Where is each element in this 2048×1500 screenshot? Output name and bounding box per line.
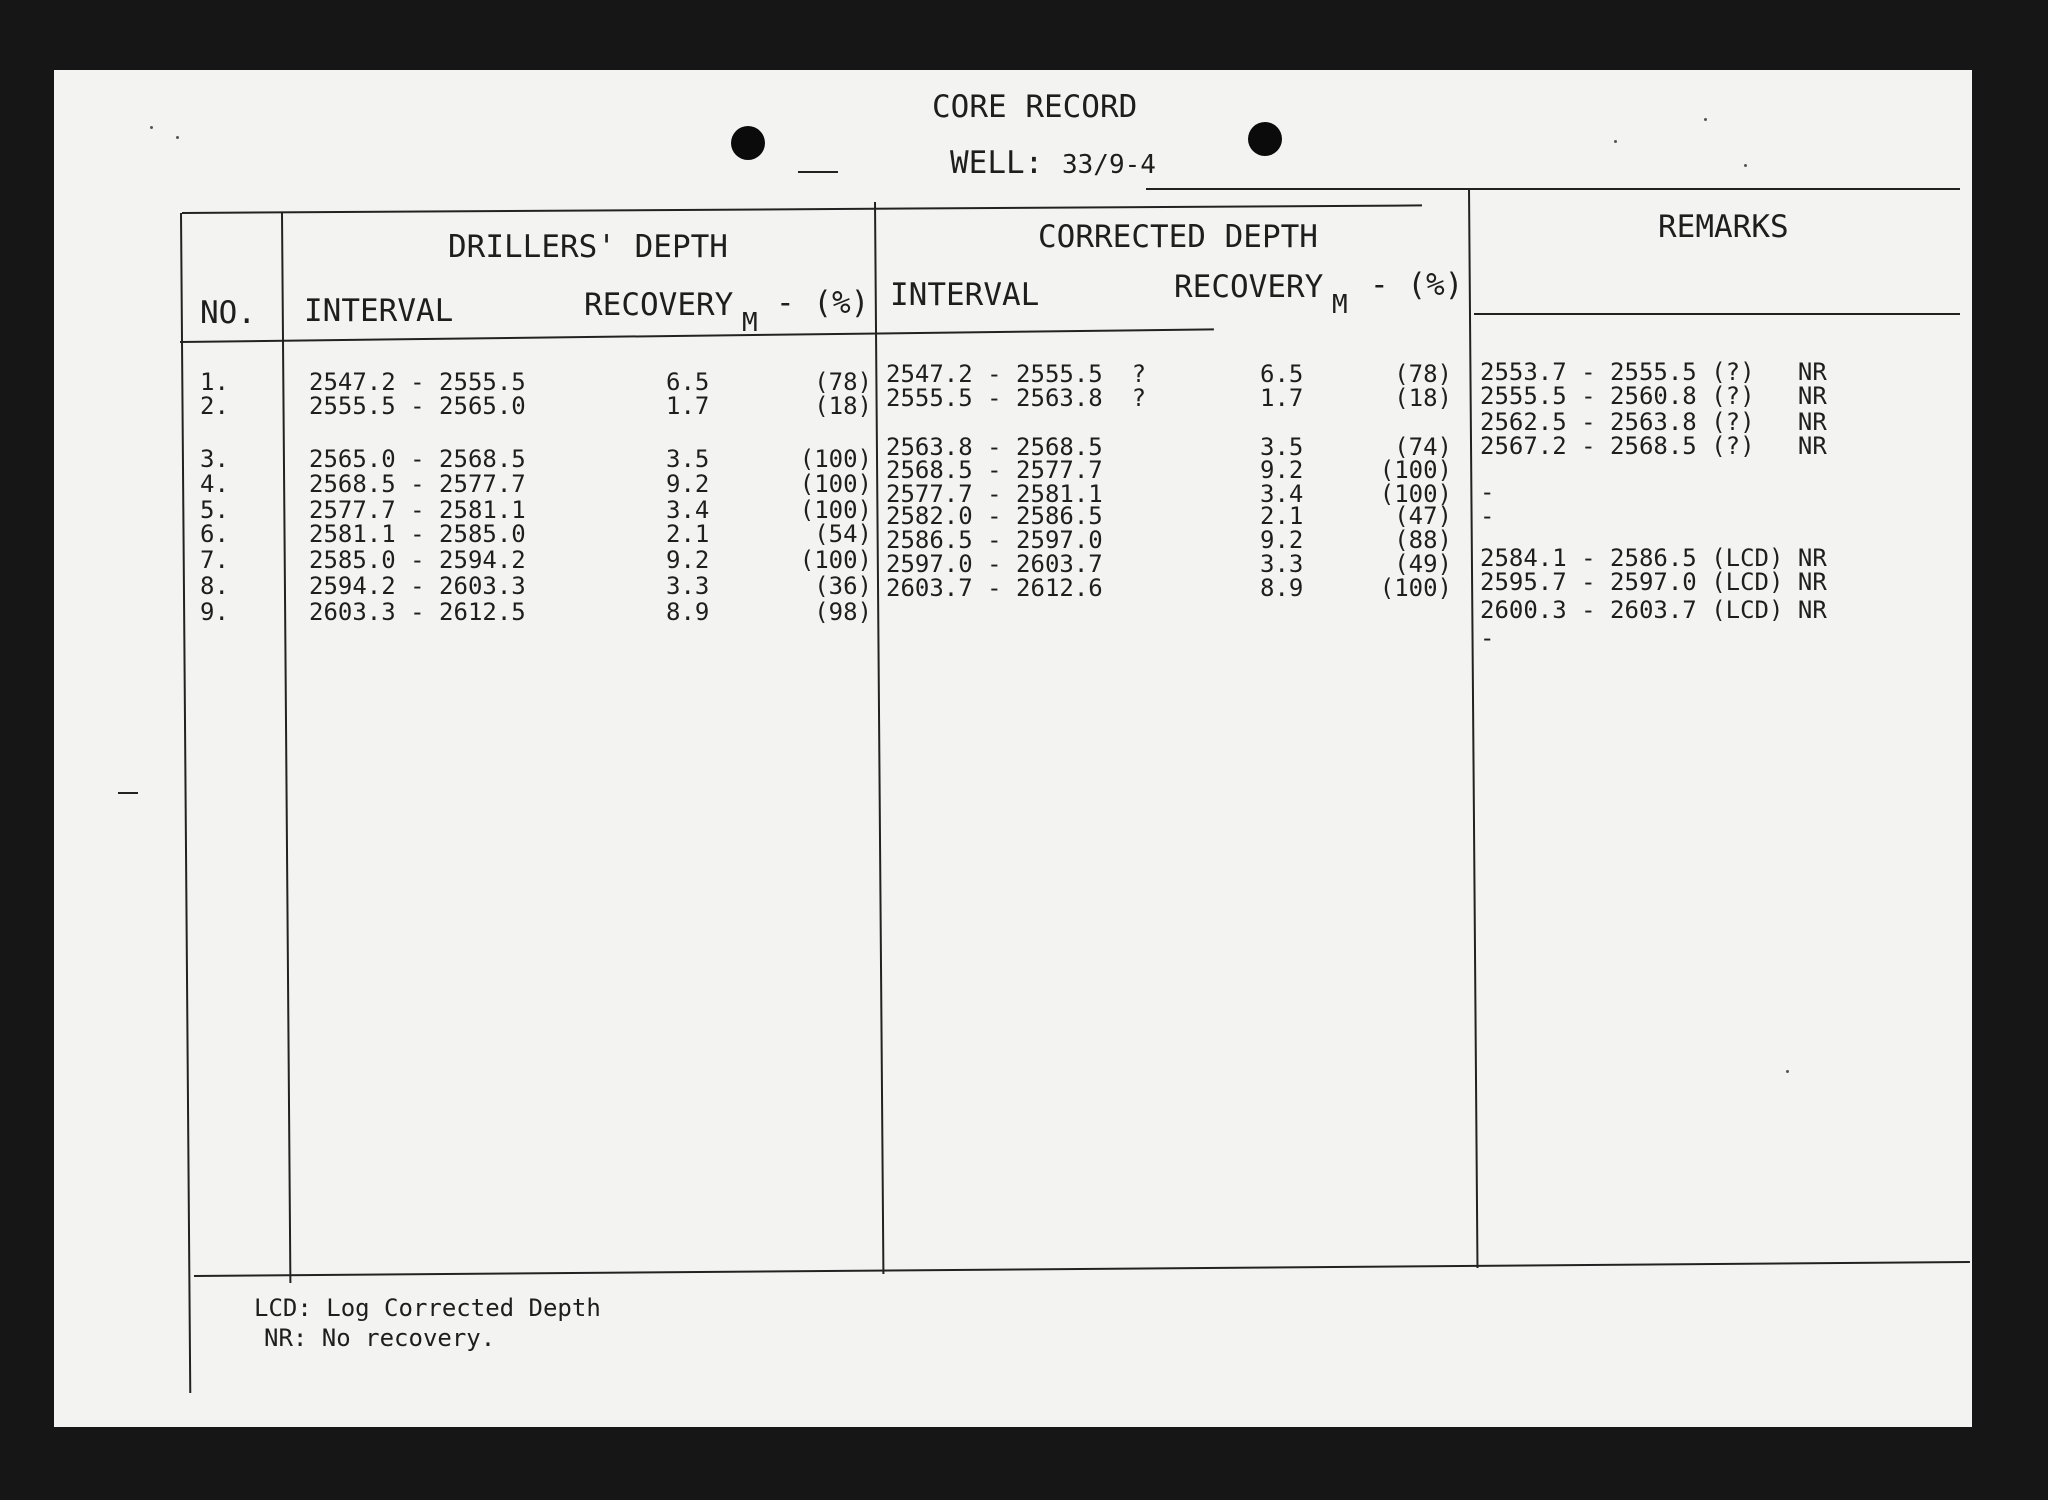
row-number: 4.	[200, 470, 229, 498]
remark-line: -	[1480, 502, 1495, 530]
corrected-recovery-cell: 1.7	[1260, 384, 1304, 412]
drillers-corrected-divider	[874, 202, 884, 1274]
drillers-interval-header: INTERVAL	[304, 293, 454, 329]
corrected-interval-cell: 2597.0 - 2603.7	[886, 550, 1103, 578]
header-bottom-rule	[180, 328, 1214, 343]
speck	[1744, 164, 1747, 167]
paper-sheet	[54, 70, 1972, 1427]
table-top-rule	[182, 204, 1422, 214]
drillers-recovery-cell: 2.1	[666, 520, 710, 548]
corrected-percent-cell: (49)	[1394, 550, 1452, 578]
row-number: 8.	[200, 572, 229, 600]
corrected-interval-cell: 2582.0 - 2586.5	[886, 502, 1103, 530]
well-label	[950, 145, 1156, 181]
remark-line: 2595.7 - 2597.0 (LCD) NR	[1480, 568, 1827, 596]
speck	[176, 136, 179, 139]
drillers-interval-cell: 2577.7 - 2581.1	[309, 496, 526, 524]
drillers-recovery-cell: 6.5	[666, 368, 710, 396]
drillers-depth-heading: DRILLERS' DEPTH	[448, 229, 728, 265]
corrected-recovery-cell: 3.3	[1260, 550, 1304, 578]
drillers-recovery-cell: 9.2	[666, 470, 710, 498]
corrected-recovery-cell: 8.9	[1260, 574, 1304, 602]
drillers-recovery-header: RECOVERY	[584, 287, 734, 323]
drillers-interval-cell: 2555.5 - 2565.0	[309, 392, 526, 420]
drillers-interval-cell: 2603.3 - 2612.5	[309, 598, 526, 626]
corrected-percent-header: - (%)	[1370, 267, 1464, 303]
stray-mark	[798, 171, 838, 173]
corrected-percent-cell: (18)	[1394, 384, 1452, 412]
remarks-heading: REMARKS	[1658, 209, 1789, 245]
drillers-recovery-cell: 3.5	[666, 445, 710, 473]
drillers-percent-cell: (54)	[814, 520, 872, 548]
speck	[1614, 140, 1617, 143]
document-title: CORE RECORD	[932, 89, 1138, 125]
drillers-interval-cell: 2594.2 - 2603.3	[309, 572, 526, 600]
corrected-interval-cell: 2577.7 - 2581.1	[886, 480, 1103, 508]
drillers-interval-cell: 2565.0 - 2568.5	[309, 445, 526, 473]
speck	[1704, 118, 1707, 121]
corrected-percent-cell: (78)	[1394, 360, 1452, 388]
corrected-recovery-cell: 2.1	[1260, 502, 1304, 530]
drillers-percent-cell: (100)	[799, 470, 872, 498]
drillers-percent-cell: (100)	[799, 445, 872, 473]
no-column-header: NO.	[200, 295, 256, 331]
drillers-interval-cell: 2585.0 - 2594.2	[309, 546, 526, 574]
remark-line: 2553.7 - 2555.5 (?) NR	[1480, 358, 1827, 386]
drillers-percent-cell: (36)	[814, 572, 872, 600]
drillers-percent-cell: (100)	[799, 546, 872, 574]
remark-line: 2562.5 - 2563.8 (?) NR	[1480, 408, 1827, 436]
remark-line: -	[1480, 478, 1495, 506]
row-number: 9.	[200, 598, 229, 626]
remark-line: -	[1480, 624, 1495, 652]
drillers-recovery-cell: 3.3	[666, 572, 710, 600]
row-number: 2.	[200, 392, 229, 420]
corrected-unit-m: M	[1332, 290, 1348, 320]
legend-lcd: LCD: Log Corrected Depth	[254, 1294, 601, 1322]
corrected-recovery-cell: 6.5	[1260, 360, 1304, 388]
drillers-recovery-cell: 9.2	[666, 546, 710, 574]
corrected-interval-cell: 2563.8 - 2568.5	[886, 433, 1103, 461]
drillers-recovery-cell: 1.7	[666, 392, 710, 420]
drillers-recovery-cell: 3.4	[666, 496, 710, 524]
drillers-percent-cell: (98)	[814, 598, 872, 626]
table-bottom-rule	[194, 1261, 1970, 1277]
corrected-interval-cell: 2555.5 - 2563.8 ?	[886, 384, 1147, 412]
remark-line: 2555.5 - 2560.8 (?) NR	[1480, 382, 1827, 410]
drillers-percent-cell: (78)	[814, 368, 872, 396]
corrected-recovery-cell: 3.4	[1260, 480, 1304, 508]
row-number: 3.	[200, 445, 229, 473]
corrected-interval-cell: 2568.5 - 2577.7	[886, 456, 1103, 484]
corrected-percent-cell: (47)	[1394, 502, 1452, 530]
stray-mark	[118, 792, 138, 794]
corrected-interval-header: INTERVAL	[890, 277, 1040, 313]
drillers-percent-header: - (%)	[776, 285, 870, 321]
drillers-percent-cell: (18)	[814, 392, 872, 420]
well-number: 33/9-4	[1062, 150, 1156, 180]
corrected-depth-heading: CORRECTED DEPTH	[1038, 219, 1318, 255]
corrected-remarks-divider	[1468, 188, 1478, 1268]
speck	[150, 126, 153, 129]
drillers-recovery-cell: 8.9	[666, 598, 710, 626]
row-number: 6.	[200, 520, 229, 548]
drillers-interval-cell: 2568.5 - 2577.7	[309, 470, 526, 498]
punch-hole-left	[731, 126, 765, 160]
punch-hole-right	[1248, 122, 1282, 156]
corrected-interval-cell: 2603.7 - 2612.6	[886, 574, 1103, 602]
corrected-recovery-header: RECOVERY	[1174, 269, 1324, 305]
table-left-border	[180, 213, 191, 1393]
remark-line: 2584.1 - 2586.5 (LCD) NR	[1480, 544, 1827, 572]
corrected-interval-cell: 2547.2 - 2555.5 ?	[886, 360, 1147, 388]
drillers-interval-cell: 2547.2 - 2555.5	[309, 368, 526, 396]
header-bottom-rule-remarks	[1474, 313, 1960, 315]
corrected-recovery-cell: 3.5	[1260, 433, 1304, 461]
corrected-percent-cell: (100)	[1379, 456, 1452, 484]
drillers-unit-m: M	[742, 308, 758, 338]
corrected-percent-cell: (88)	[1394, 526, 1452, 554]
remark-line: 2600.3 - 2603.7 (LCD) NR	[1480, 596, 1827, 624]
corrected-interval-cell: 2586.5 - 2597.0	[886, 526, 1103, 554]
corrected-percent-cell: (74)	[1394, 433, 1452, 461]
drillers-interval-cell: 2581.1 - 2585.0	[309, 520, 526, 548]
row-number: 7.	[200, 546, 229, 574]
corrected-recovery-cell: 9.2	[1260, 456, 1304, 484]
well-label-text: WELL:	[950, 145, 1044, 181]
legend-nr: NR: No recovery.	[264, 1324, 496, 1352]
table-top-rule-right	[1146, 188, 1960, 190]
drillers-percent-cell: (100)	[799, 496, 872, 524]
row-number: 5.	[200, 496, 229, 524]
corrected-recovery-cell: 9.2	[1260, 526, 1304, 554]
row-number: 1.	[200, 368, 229, 396]
no-column-divider	[281, 213, 291, 1283]
corrected-percent-cell: (100)	[1379, 480, 1452, 508]
remark-line: 2567.2 - 2568.5 (?) NR	[1480, 432, 1827, 460]
speck	[1786, 1070, 1789, 1073]
corrected-percent-cell: (100)	[1379, 574, 1452, 602]
